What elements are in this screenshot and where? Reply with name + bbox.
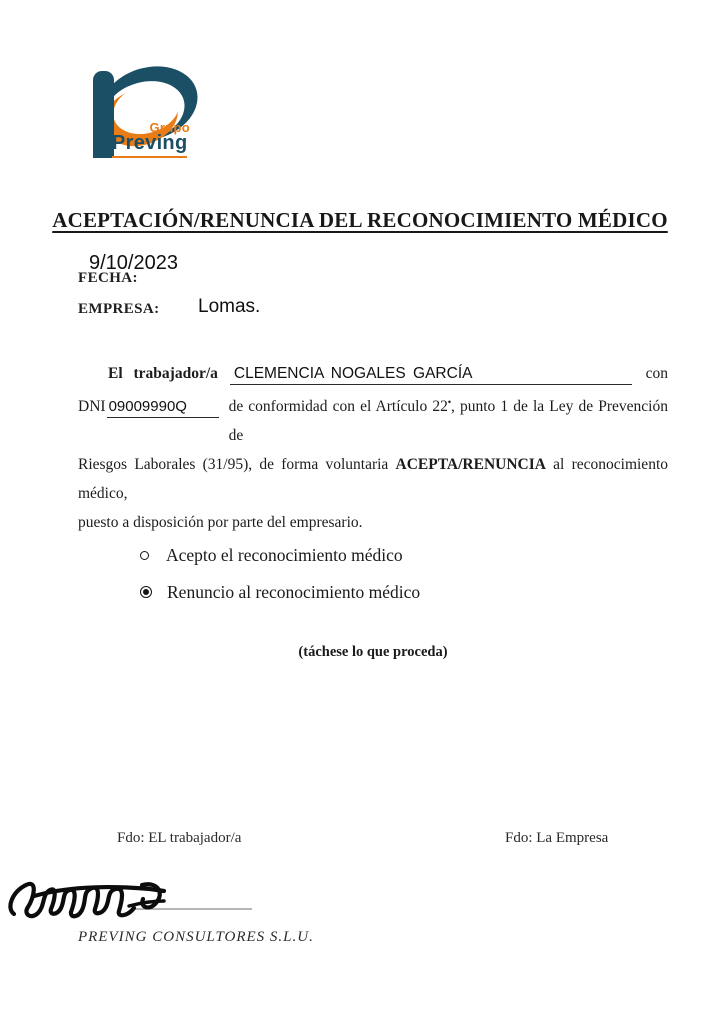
paragraph-line-4: puesto a disposición por parte del empresario. bbox=[78, 514, 363, 531]
company-signature-label: Fdo: La Empresa bbox=[505, 830, 609, 846]
options-group bbox=[140, 543, 420, 617]
empresa-label: EMPRESA: bbox=[78, 301, 160, 317]
dni-label: DNI bbox=[78, 398, 106, 415]
dni-field[interactable]: 09009990Q bbox=[107, 397, 219, 418]
logo-preving-text: Preving bbox=[112, 132, 187, 158]
strike-instruction: (táchese lo que proceda) bbox=[298, 644, 448, 660]
option-renounce-label: Renuncio al reconocimiento médico bbox=[167, 581, 421, 602]
company-name: PREVING CONSULTORES S.L.U. bbox=[78, 929, 314, 945]
line2-text: de conformidad con el Artículo 22•, punto 1 de la Ley de Prevención de bbox=[228, 397, 668, 444]
body-paragraph bbox=[78, 359, 668, 537]
line1-suffix: con bbox=[645, 365, 668, 382]
handwritten-signature bbox=[4, 872, 264, 934]
paragraph-line-3: Riesgos Laborales (31/95), de forma voluntaria ACEPTA/RENUNCIA al reconocimiento médico, bbox=[78, 456, 668, 502]
empresa-value[interactable]: Lomas. bbox=[198, 296, 261, 317]
worker-name-field[interactable]: CLEMENCIA NOGALES GARCÍA bbox=[230, 364, 632, 385]
preving-logo bbox=[86, 64, 206, 168]
logo-grupo-text: Grupo bbox=[149, 120, 190, 135]
radio-renounce-icon[interactable] bbox=[140, 586, 152, 598]
paragraph-line-2 bbox=[78, 388, 668, 450]
paragraph-line-1 bbox=[78, 359, 668, 388]
fecha-label: FECHA: bbox=[78, 270, 138, 286]
option-accept[interactable] bbox=[140, 543, 420, 567]
page-title: ACEPTACIÓN/RENUNCIA DEL RECONOCIMIENTO MÉDICO bbox=[52, 208, 668, 232]
radio-accept-icon[interactable] bbox=[140, 551, 149, 560]
acepta-renuncia-bold: ACEPTA/RENUNCIA bbox=[395, 456, 546, 473]
option-renounce[interactable] bbox=[140, 580, 420, 604]
worker-signature-label: Fdo: EL trabajador/a bbox=[117, 830, 242, 846]
fecha-value[interactable]: 9/10/2023 bbox=[89, 252, 178, 274]
article-superscript: • bbox=[447, 397, 451, 407]
option-accept-label: Acepto el reconocimiento médico bbox=[166, 544, 403, 565]
worker-intro-label: El trabajador/a bbox=[108, 365, 218, 382]
